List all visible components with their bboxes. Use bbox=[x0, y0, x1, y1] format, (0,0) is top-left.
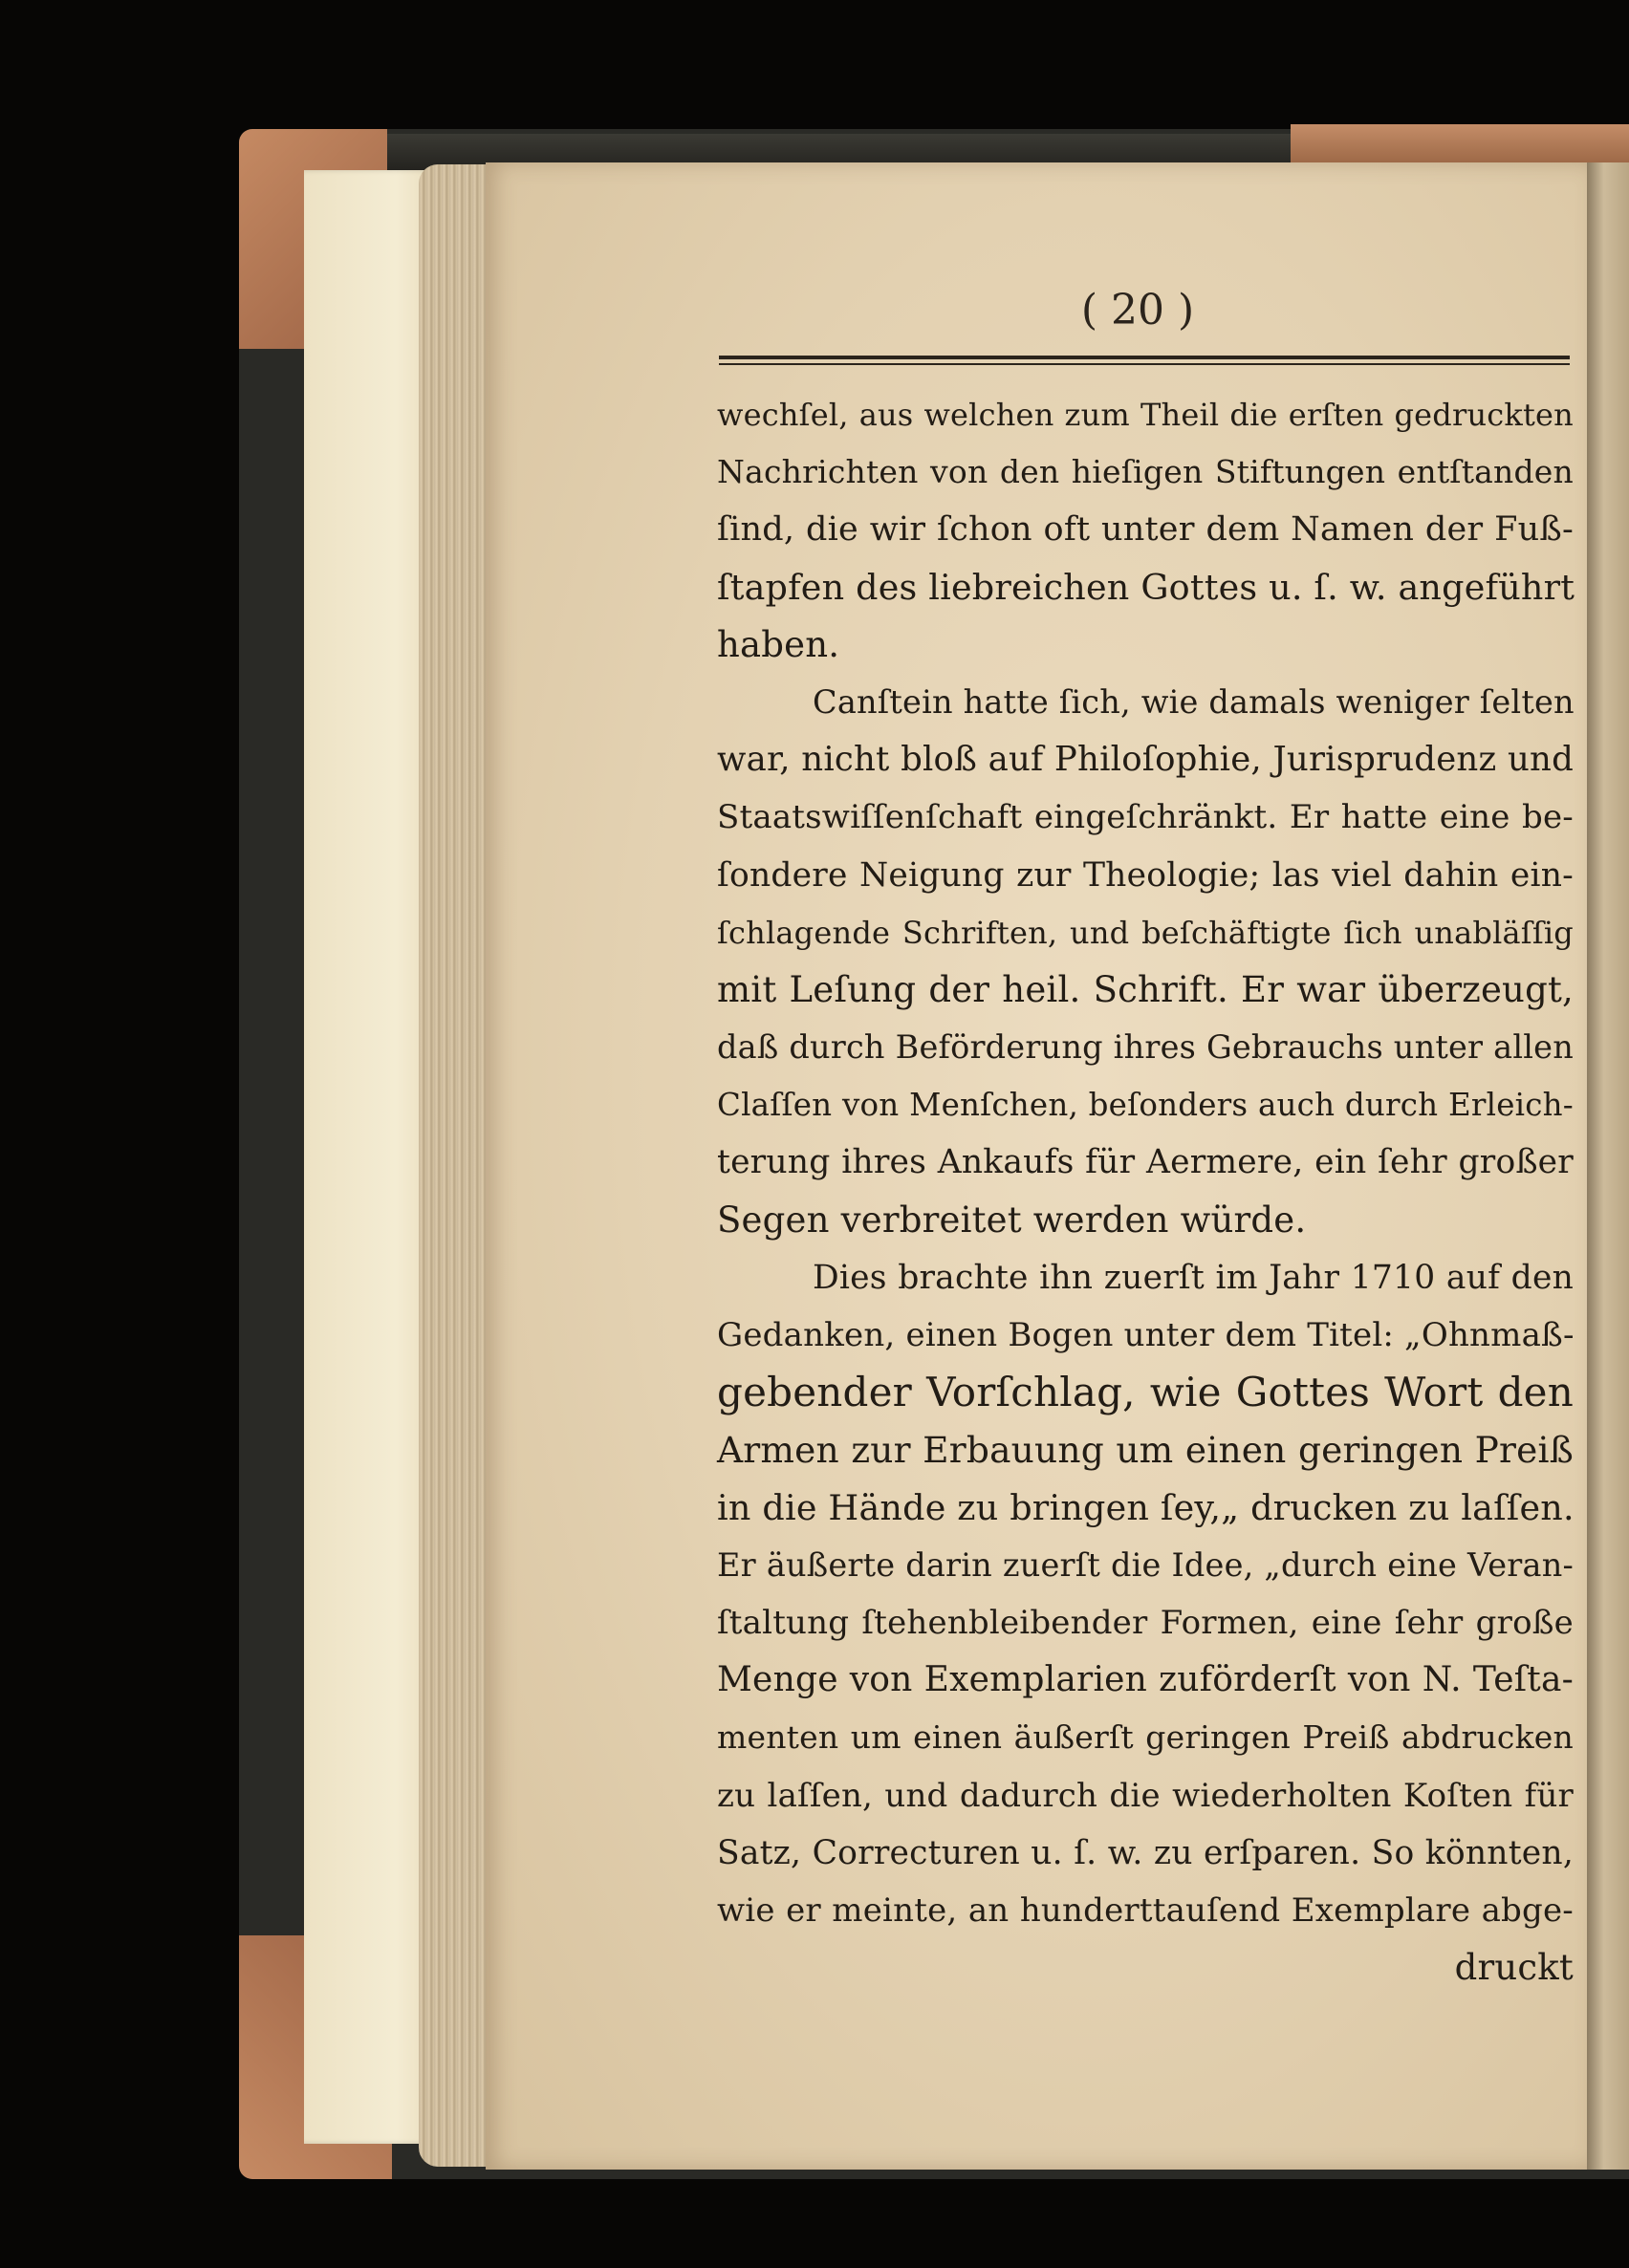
text-line: Menge von Exemplarien zuförderſt von N. Teſta- bbox=[717, 1660, 1574, 1700]
text-line: wie er meinte, an hunderttauſend Exemplare abge- bbox=[717, 1890, 1574, 1930]
page-number: ( 20 ) bbox=[1080, 286, 1195, 335]
text-line: Satz, Correcturen u. ſ. w. zu erſparen. So könnten, bbox=[717, 1833, 1574, 1872]
catchword: druckt bbox=[1454, 1947, 1574, 1989]
facing-page-edge bbox=[1587, 162, 1629, 2170]
text-line: terung ihres Ankaufs für Aermere, ein ſehr großer bbox=[717, 1143, 1574, 1182]
text-line: Segen verbreitet werden würde. bbox=[717, 1199, 1307, 1241]
text-line: Staatswiſſenſchaft eingeſchränkt. Er hatte eine be- bbox=[717, 798, 1574, 837]
text-line: Claſſen von Menſchen, beſonders auch durch Erleich- bbox=[717, 1087, 1574, 1124]
text-line: mit Leſung der heil. Schrift. Er war überzeugt, bbox=[717, 968, 1574, 1010]
text-line: ſtaltung ſtehenbleibender Formen, eine ſehr große bbox=[717, 1603, 1574, 1642]
text-line: zu laſſen, und dadurch die wiederholten Koſten für bbox=[717, 1776, 1574, 1815]
text-line: Dies brachte ihn zuerſt im Jahr 1710 auf den bbox=[813, 1258, 1574, 1297]
text-line: war, nicht bloß auf Philoſophie, Jurisprudenz und bbox=[717, 740, 1574, 780]
text-line: daß durch Beförderung ihres Gebrauchs unter allen bbox=[717, 1028, 1574, 1067]
text-line: in die Hände zu bringen ſey,„ drucken zu laſſen. bbox=[717, 1486, 1575, 1528]
text-line: haben. bbox=[717, 623, 840, 665]
text-line: ſind, die wir ſchon oft unter dem Namen der Fuß- bbox=[717, 510, 1574, 550]
body-text bbox=[717, 386, 1574, 1997]
header-rule bbox=[719, 356, 1570, 367]
text-line: menten um einen äußerſt geringen Preiß abdrucken bbox=[717, 1718, 1574, 1757]
text-line: ſchlagende Schriften, und beſchäftigte ſich unabläſſig bbox=[717, 914, 1574, 951]
text-line: wechſel, aus welchen zum Theil die erſten gedruckten bbox=[717, 397, 1574, 433]
text-line: Armen zur Erbauung um einen geringen Preiß bbox=[717, 1429, 1574, 1472]
text-line: gebender Vorſchlag, wie Gottes Wort den bbox=[717, 1369, 1574, 1416]
text-line: Nachrichten von den hieſigen Stiftungen entſtanden bbox=[717, 453, 1574, 491]
page-stack-edge bbox=[419, 164, 495, 2167]
text-line: ſtapfen des liebreichen Gottes u. ſ. w. angeführt bbox=[717, 566, 1575, 608]
text-line: Gedanken, einen Bogen unter dem Titel: „Ohnmaß- bbox=[717, 1316, 1575, 1354]
text-line: Canſtein hatte ſich, wie damals weniger ſelten bbox=[813, 682, 1575, 721]
text-line: ſondere Neigung zur Theologie; las viel dahin ein- bbox=[717, 855, 1574, 895]
text-line: Er äußerte darin zuerſt die Idee, „durch eine Veran- bbox=[717, 1545, 1574, 1584]
